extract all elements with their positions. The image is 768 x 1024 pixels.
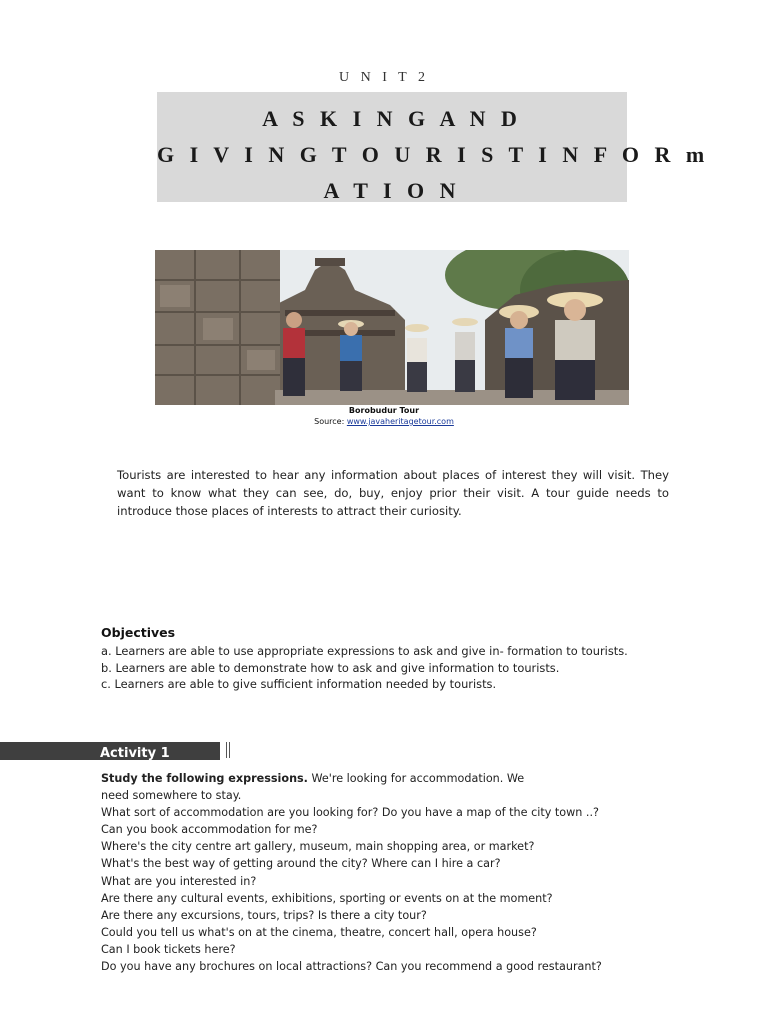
divider	[229, 742, 230, 758]
unit-label: U N I T 2	[339, 70, 429, 85]
instruction-lead: Study the following expressions.	[101, 772, 308, 785]
title-line-3: A T I O N	[323, 178, 461, 203]
divider	[226, 742, 227, 758]
list-item: Where's the city centre art gallery, museum, main shopping area, or market?	[101, 840, 535, 854]
title-line-1: A S K I N G A N D	[262, 106, 522, 131]
expression-text: We're looking for accommodation. We	[307, 772, 525, 785]
intro-paragraph: Tourists are interested to hear any information about places of interest they will visit. They want to know what they can see, do, buy, enjoy prior their visit. A tour guide needs to introduce those places of interests to attract their curiosity.	[117, 467, 669, 518]
list-item: Can I book tickets here?	[101, 942, 236, 956]
list-item	[101, 770, 721, 787]
source-label: Source:	[314, 417, 347, 426]
list-item: Are there any cultural events, exhibitions, sporting or events on at the moment?	[101, 891, 553, 905]
source-link[interactable]: www.javaheritagetour.com	[346, 417, 454, 426]
list-item: Could you tell us what's on at the cinema, theatre, concert hall, opera house?	[101, 925, 537, 939]
list-item: Do you have any brochures on local attractions? Can you recommend a good restaurant?	[101, 960, 602, 974]
activity-bar	[0, 742, 220, 760]
objectives-list	[101, 643, 701, 693]
objective-item: c. Learners are able to give sufficient information needed by tourists.	[101, 677, 497, 691]
activity-label: Activity 1	[100, 746, 170, 760]
objective-item: b. Learners are able to demonstrate how to ask and give information to tourists.	[101, 660, 560, 675]
objectives-heading: Objectives	[101, 625, 176, 640]
list-item: need somewhere to stay.	[101, 789, 242, 803]
list-item: What sort of accommodation are you looking for? Do you have a map of the city town ..?	[101, 806, 599, 820]
objective-item: a. Learners are able to use appropriate expressions to ask and give in- formation to tourists.	[101, 644, 628, 658]
photo-caption: Borobudur Tour	[348, 406, 420, 415]
list-item: What are you interested in?	[101, 874, 257, 888]
title-box	[157, 92, 710, 203]
expressions-list	[101, 770, 721, 975]
list-item: Can you book accommodation for me?	[101, 823, 318, 837]
title-line-2: G I V I N G T O U R I S T I N F O R m	[157, 142, 710, 167]
list-item: Are there any excursions, tours, trips? Is there a city tour?	[101, 908, 427, 922]
list-item: What's the best way of getting around the city? Where can I hire a car?	[101, 857, 501, 871]
borobudur-tour-photo	[155, 250, 629, 405]
photo-source	[0, 417, 768, 426]
